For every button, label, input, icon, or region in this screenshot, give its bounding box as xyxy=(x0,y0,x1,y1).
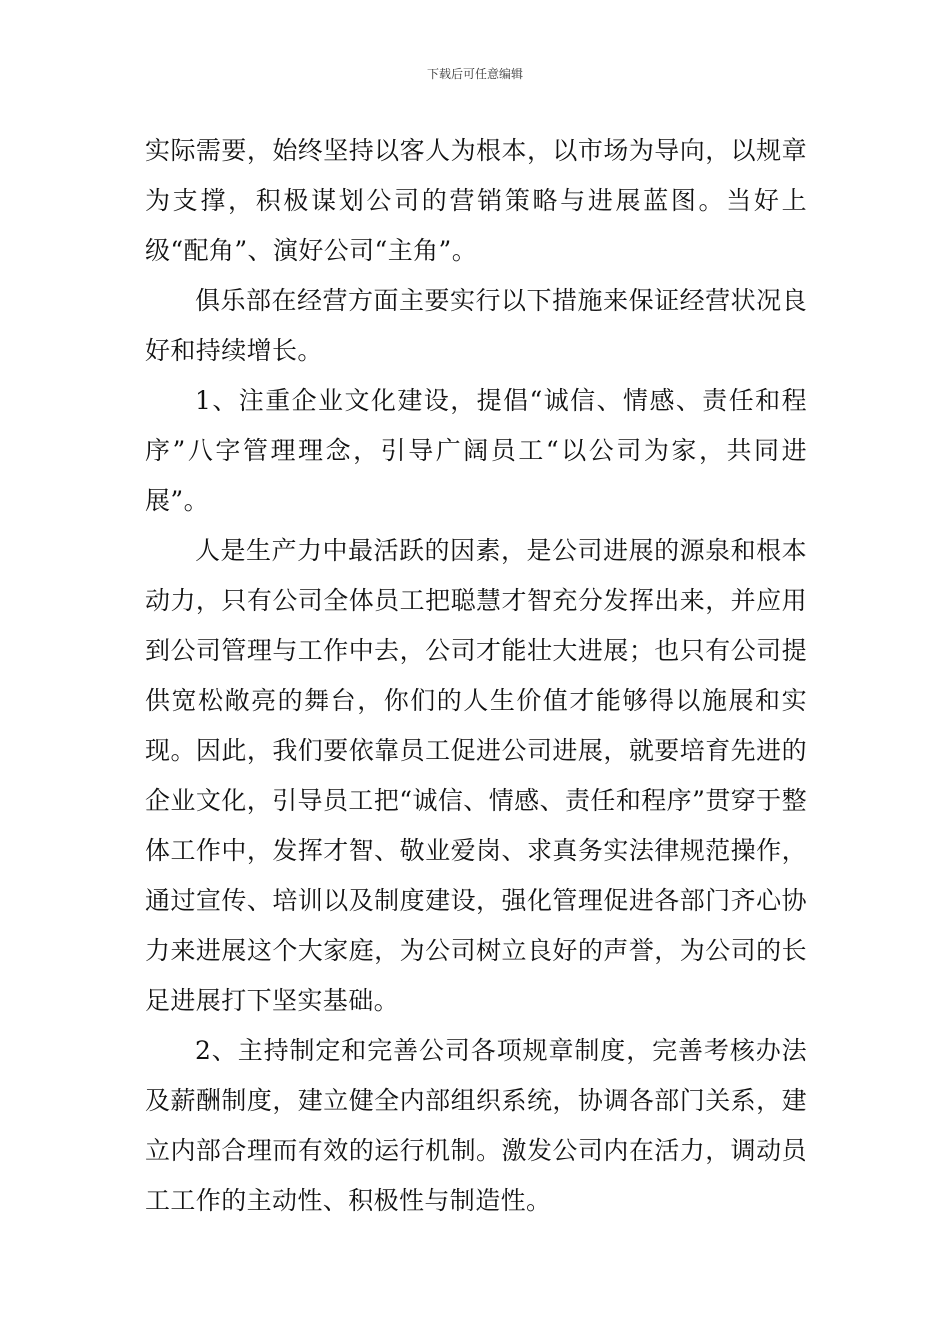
paragraph-continuation: 实际需要，始终坚持以客人为根本，以市场为导向，以规章为支撑，积极谋划公司的营销策略与进展蓝图。当好上级“配角”、演好公司“主角”。 xyxy=(145,136,807,265)
paragraph-item-1: 1、注重企业文化建设，提倡“诚信、情感、责任和程序”八字管理理念，引导广阔员工“以公司为家，共同进展”。 xyxy=(145,386,807,515)
document-body xyxy=(145,126,807,1226)
paragraph-people-culture: 人是生产力中最活跃的因素，是公司进展的源泉和根本动力，只有公司全体员工把聪慧才智充分发挥出来，并应用到公司管理与工作中去，公司才能壮大进展；也只有公司提供宽松敞亮的舞台，你们的人生价值才能够得以施展和实现。因此，我们要依靠员工促进公司进展，就要培育先进的企业文化，引导员工把“诚信、情感、责任和程序”贯穿于整体工作中，发挥才智、敬业爱岗、求真务实法律规范操作，通过宣传、培训以及制度建设，强化管理促进各部门齐心协力来进展这个大家庭，为公司树立良好的声誉，为公司的长足进展打下坚实基础。 xyxy=(145,536,807,1015)
paragraph-item-2: 2、主持制定和完善公司各项规章制度，完善考核办法及薪酬制度，建立健全内部组织系统，协调各部门关系，建立内部合理而有效的运行机制。激发公司内在活力，调动员工工作的主动性、积极性与制造性。 xyxy=(145,1036,807,1215)
paragraph-measures-intro: 俱乐部在经营方面主要实行以下措施来保证经营状况良好和持续增长。 xyxy=(145,286,807,365)
page-header-note: 下载后可任意编辑 xyxy=(426,67,523,81)
